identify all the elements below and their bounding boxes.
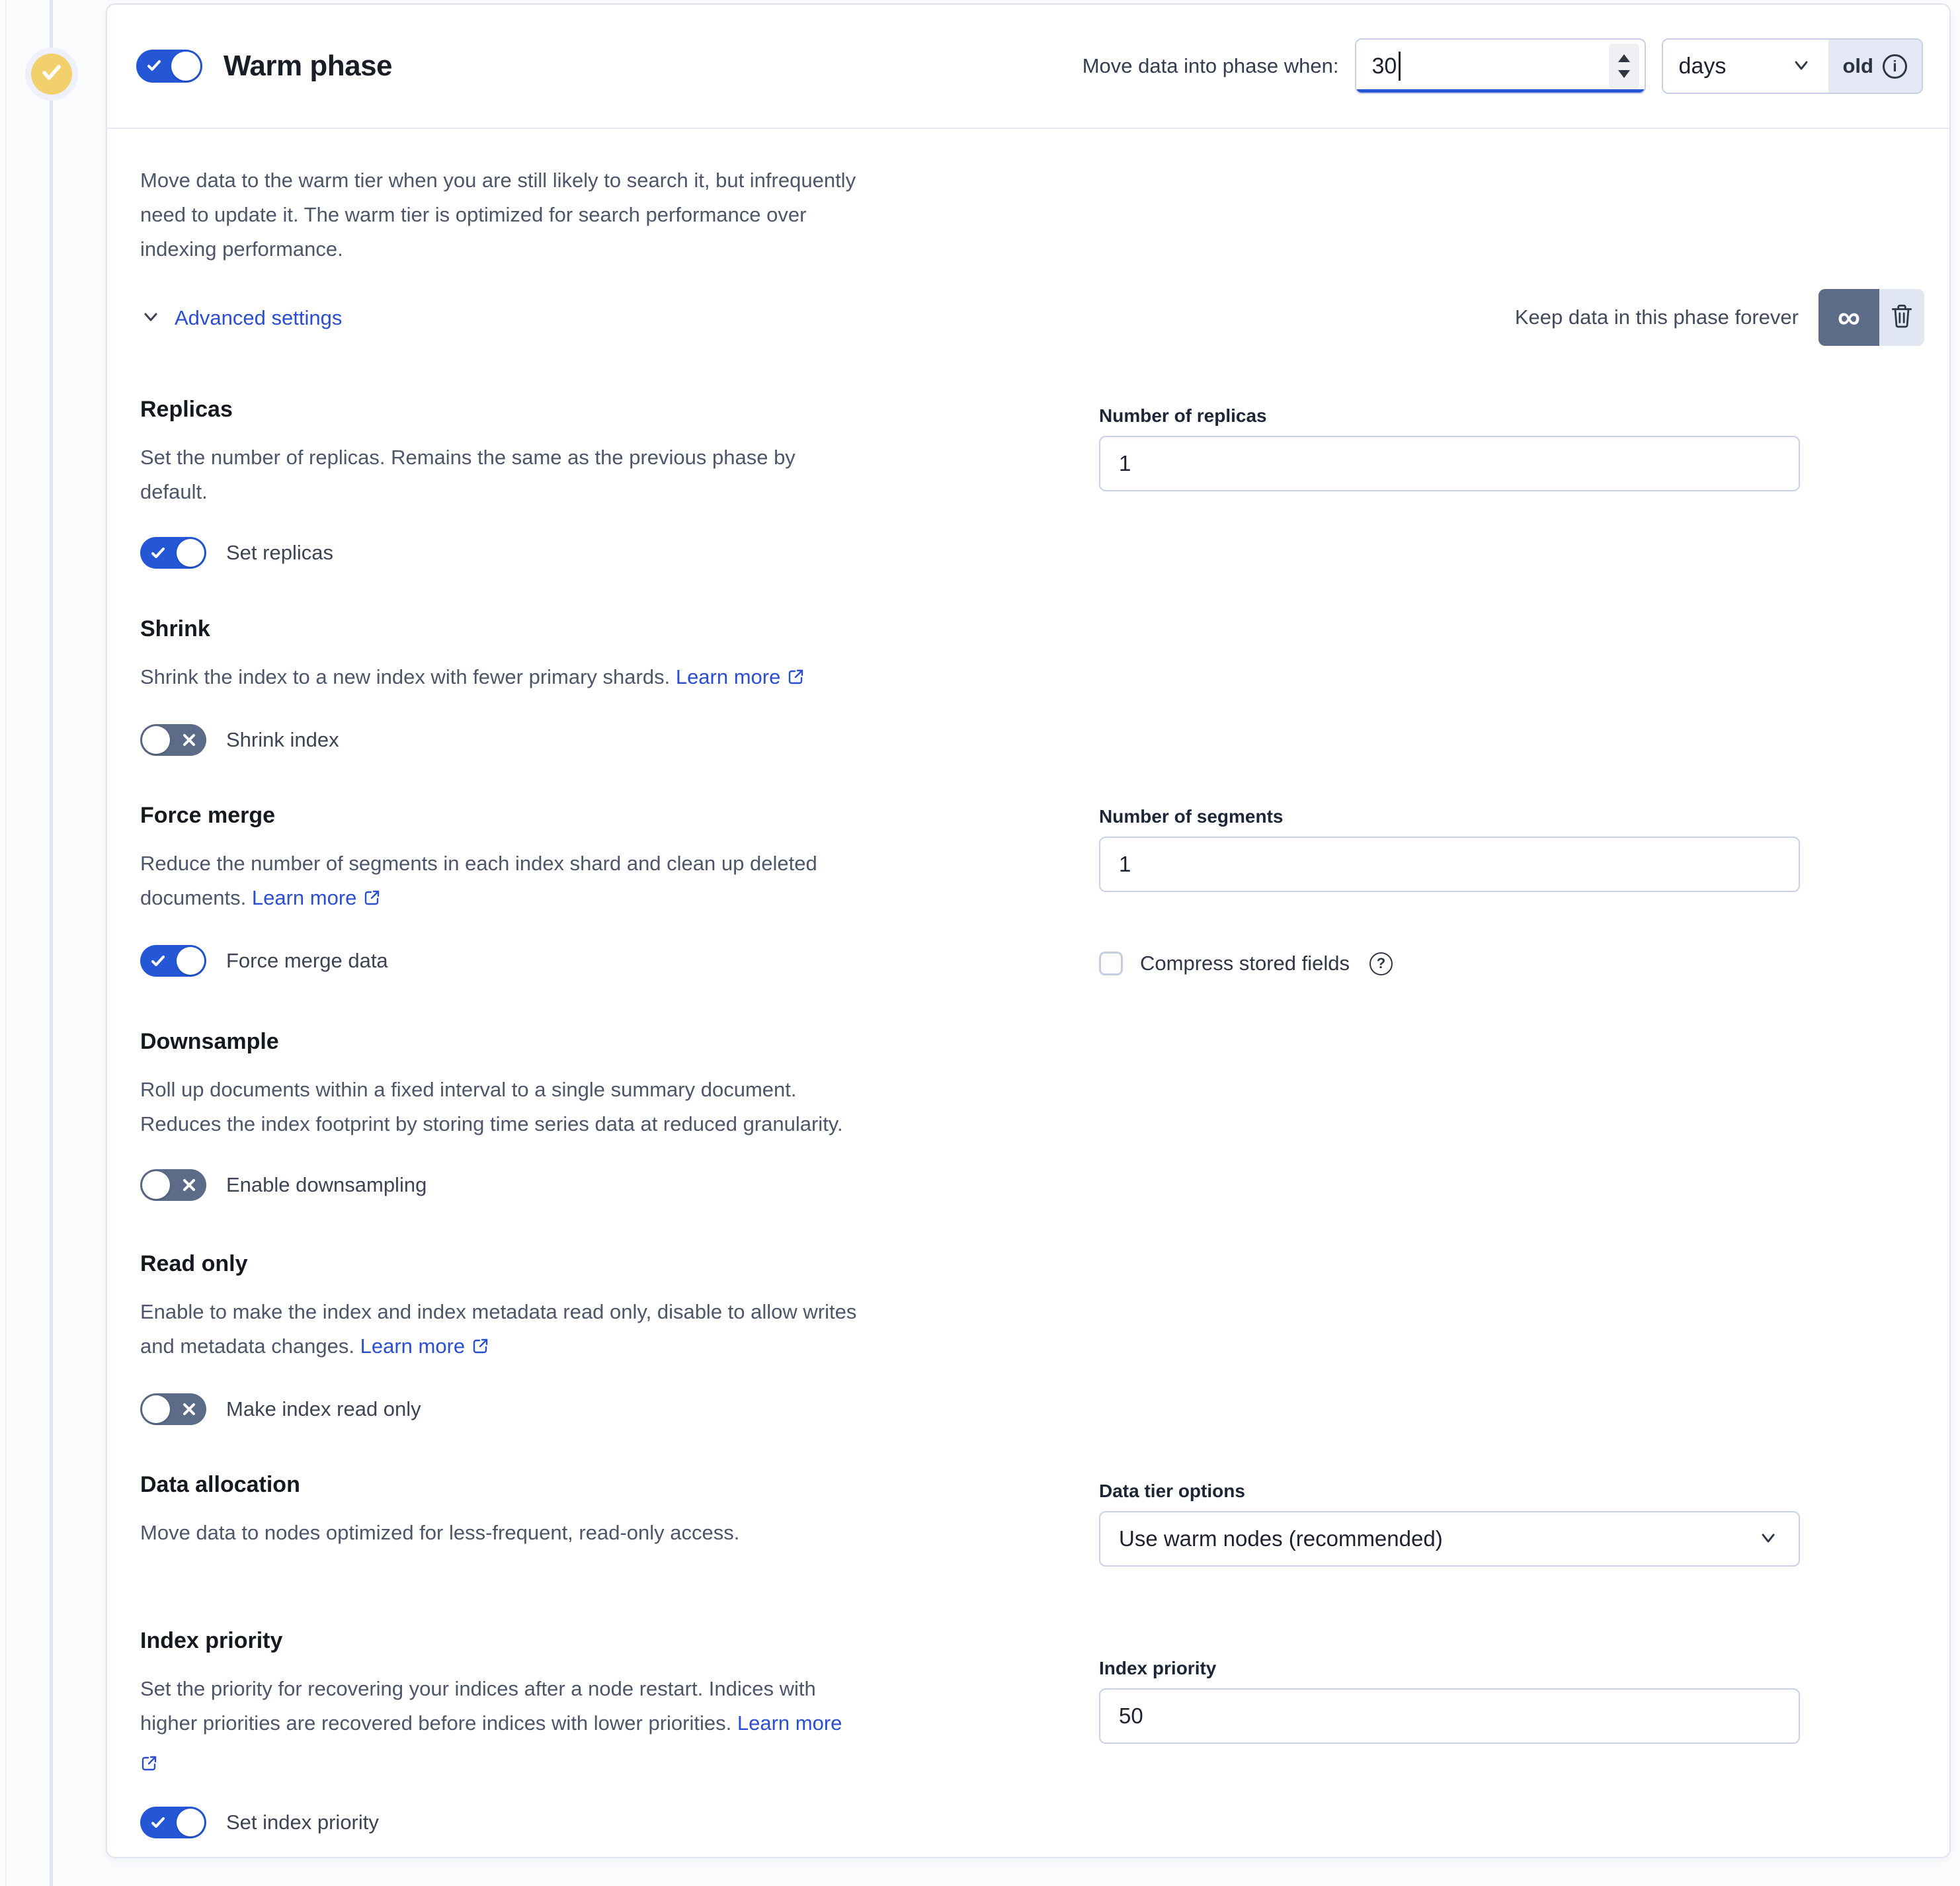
field-value: 50 (1119, 1703, 1143, 1728)
field-label: Number of segments (1099, 806, 1284, 827)
shrink-index-toggle[interactable] (140, 724, 206, 756)
timing-value-input[interactable] (1355, 38, 1646, 94)
description-line: Shrink the index to a new index with fewer primary shards. (140, 665, 676, 688)
compress-stored-fields-row (1099, 952, 1393, 975)
phase-description (140, 163, 1026, 266)
index-priority-input[interactable] (1099, 1688, 1800, 1744)
timing-label: Move data into phase when: (1082, 54, 1339, 77)
select-value: Use warm nodes (recommended) (1119, 1526, 1443, 1551)
external-link-icon (787, 667, 805, 690)
input-focus-indicator (1356, 89, 1645, 93)
field-label: Number of replicas (1099, 405, 1267, 426)
page-left-divider (5, 0, 7, 1886)
stepper-down-icon[interactable] (1618, 70, 1630, 78)
phase-step-complete-badge (31, 54, 72, 95)
phase-step-marker (25, 48, 78, 101)
question-icon[interactable]: ? (1369, 952, 1393, 975)
x-icon (182, 733, 196, 751)
description-line: Reduces the index footprint by storing time series data at reduced granularity. (140, 1112, 843, 1135)
section-read-only (140, 1250, 1026, 1425)
toggle-knob (177, 947, 204, 975)
advanced-settings-link[interactable]: Advanced settings (175, 306, 343, 329)
section-data-allocation (140, 1471, 1026, 1550)
phase-description-line: need to update it. The warm tier is optimized for search performance over (140, 203, 807, 226)
data-tier-select[interactable] (1099, 1511, 1800, 1567)
text-caret (1399, 52, 1401, 81)
number-of-replicas-input[interactable] (1099, 436, 1800, 491)
toggle-knob (142, 1171, 170, 1199)
external-link-icon (140, 1748, 1026, 1783)
section-description (140, 1516, 1026, 1550)
timing-unit-append (1828, 40, 1922, 93)
field-label: Data tier options (1099, 1481, 1245, 1501)
phase-description-line: indexing performance. (140, 237, 343, 261)
learn-more-link[interactable]: Learn more (360, 1334, 466, 1358)
section-title: Index priority (140, 1628, 283, 1653)
section-title: Downsample (140, 1029, 279, 1054)
toggle-label: Enable downsampling (226, 1173, 427, 1196)
section-title: Shrink (140, 616, 210, 641)
field-value: 1 (1119, 852, 1131, 876)
toggle-label: Force merge data (226, 949, 388, 972)
timing-append-text: old (1842, 54, 1873, 77)
keep-data-forever-row (1515, 289, 1924, 346)
infinity-icon: ∞ (1837, 300, 1861, 335)
check-icon (147, 58, 161, 76)
segments-field (1099, 806, 1800, 892)
section-downsample (140, 1028, 1026, 1201)
chevron-down-icon (1756, 1526, 1780, 1553)
description-line: and metadata changes. (140, 1334, 360, 1358)
replicas-field (1099, 405, 1800, 491)
index-priority-field (1099, 1658, 1800, 1744)
number-of-segments-input[interactable] (1099, 837, 1800, 892)
chevron-down-icon (1790, 54, 1813, 79)
keep-forever-button[interactable] (1818, 289, 1879, 346)
description-line: Roll up documents within a fixed interval to a single summary document. (140, 1078, 797, 1101)
timing-unit-select[interactable] (1663, 40, 1828, 93)
toggle-knob (142, 726, 170, 754)
data-tier-field (1099, 1481, 1800, 1567)
compress-stored-fields-checkbox[interactable] (1099, 952, 1123, 975)
section-description (140, 1073, 1026, 1141)
section-title: Force merge (140, 803, 276, 828)
description-line: Set the number of replicas. Remains the same as the previous phase by (140, 446, 796, 469)
section-description (140, 660, 1026, 696)
field-label: Index priority (1099, 1658, 1217, 1678)
section-title: Replicas (140, 397, 233, 422)
toggle-knob (177, 1809, 204, 1836)
checkbox-label: Compress stored fields (1140, 952, 1350, 975)
toggle-knob (177, 539, 204, 567)
section-description (140, 1295, 1026, 1366)
timing-unit-value: days (1678, 53, 1727, 79)
description-line: higher priorities are recovered before indices with lower priorities. (140, 1711, 737, 1735)
section-title: Data allocation (140, 1472, 300, 1497)
force-merge-toggle[interactable] (140, 945, 206, 977)
keep-data-forever-label: Keep data in this phase forever (1514, 306, 1799, 329)
external-link-icon (471, 1336, 489, 1360)
check-icon (151, 1815, 165, 1833)
section-force-merge (140, 801, 1026, 977)
learn-more-link[interactable]: Learn more (251, 886, 357, 909)
x-icon (182, 1178, 196, 1196)
enable-downsampling-toggle[interactable] (140, 1169, 206, 1201)
toggle-label: Make index read only (226, 1397, 421, 1420)
section-description (140, 846, 1026, 917)
section-shrink (140, 615, 1026, 756)
phase-timeline-line (50, 0, 53, 1886)
make-index-read-only-toggle[interactable] (140, 1393, 206, 1425)
stepper-up-icon[interactable] (1618, 54, 1630, 62)
phase-title: Warm phase (224, 50, 393, 82)
check-icon (151, 546, 165, 563)
toggle-knob (171, 52, 200, 81)
toggle-label: Set replicas (226, 541, 333, 564)
phase-duration-button-group (1818, 289, 1924, 346)
advanced-settings-accordion[interactable] (140, 301, 342, 335)
description-line: Move data to nodes optimized for less-frequent, read-only access. (140, 1521, 740, 1544)
toggle-knob (142, 1395, 170, 1423)
description-line: Set the priority for recovering your indices after a node restart. Indices with (140, 1677, 816, 1700)
check-icon (151, 954, 165, 971)
description-line: Reduce the number of segments in each index shard and clean up deleted (140, 852, 817, 875)
section-description (140, 1672, 1026, 1783)
description-line: documents. (140, 886, 252, 909)
learn-more-link[interactable]: Learn more (675, 665, 781, 688)
toggle-label: Set index priority (226, 1811, 379, 1834)
section-replicas (140, 395, 1026, 569)
warm-phase-toggle[interactable] (136, 50, 202, 83)
info-icon[interactable]: i (1883, 54, 1907, 79)
external-link-icon (363, 888, 381, 911)
section-description (140, 440, 1026, 509)
x-icon (182, 1402, 196, 1420)
number-stepper[interactable] (1609, 44, 1639, 89)
section-title: Read only (140, 1251, 248, 1276)
section-index-priority (140, 1627, 1026, 1838)
timing-unit-group (1662, 38, 1924, 94)
timing-value: 30 (1371, 53, 1397, 79)
trash-icon (1891, 304, 1913, 332)
field-value: 1 (1119, 451, 1131, 475)
delete-phase-button[interactable] (1879, 289, 1924, 346)
set-replicas-toggle[interactable] (140, 537, 206, 569)
learn-more-link[interactable]: Learn more (737, 1711, 842, 1735)
set-index-priority-toggle[interactable] (140, 1807, 206, 1838)
chevron-down-icon (140, 306, 161, 331)
check-icon (40, 61, 63, 88)
phase-description-line: Move data to the warm tier when you are still likely to search it, but infrequently (140, 169, 856, 192)
description-line: Enable to make the index and index metadata read only, disable to allow writes (140, 1300, 857, 1323)
warm-phase-card (106, 3, 1951, 1858)
toggle-label: Shrink index (226, 728, 339, 751)
description-line: default. (140, 480, 208, 503)
warm-phase-header (107, 5, 1949, 129)
